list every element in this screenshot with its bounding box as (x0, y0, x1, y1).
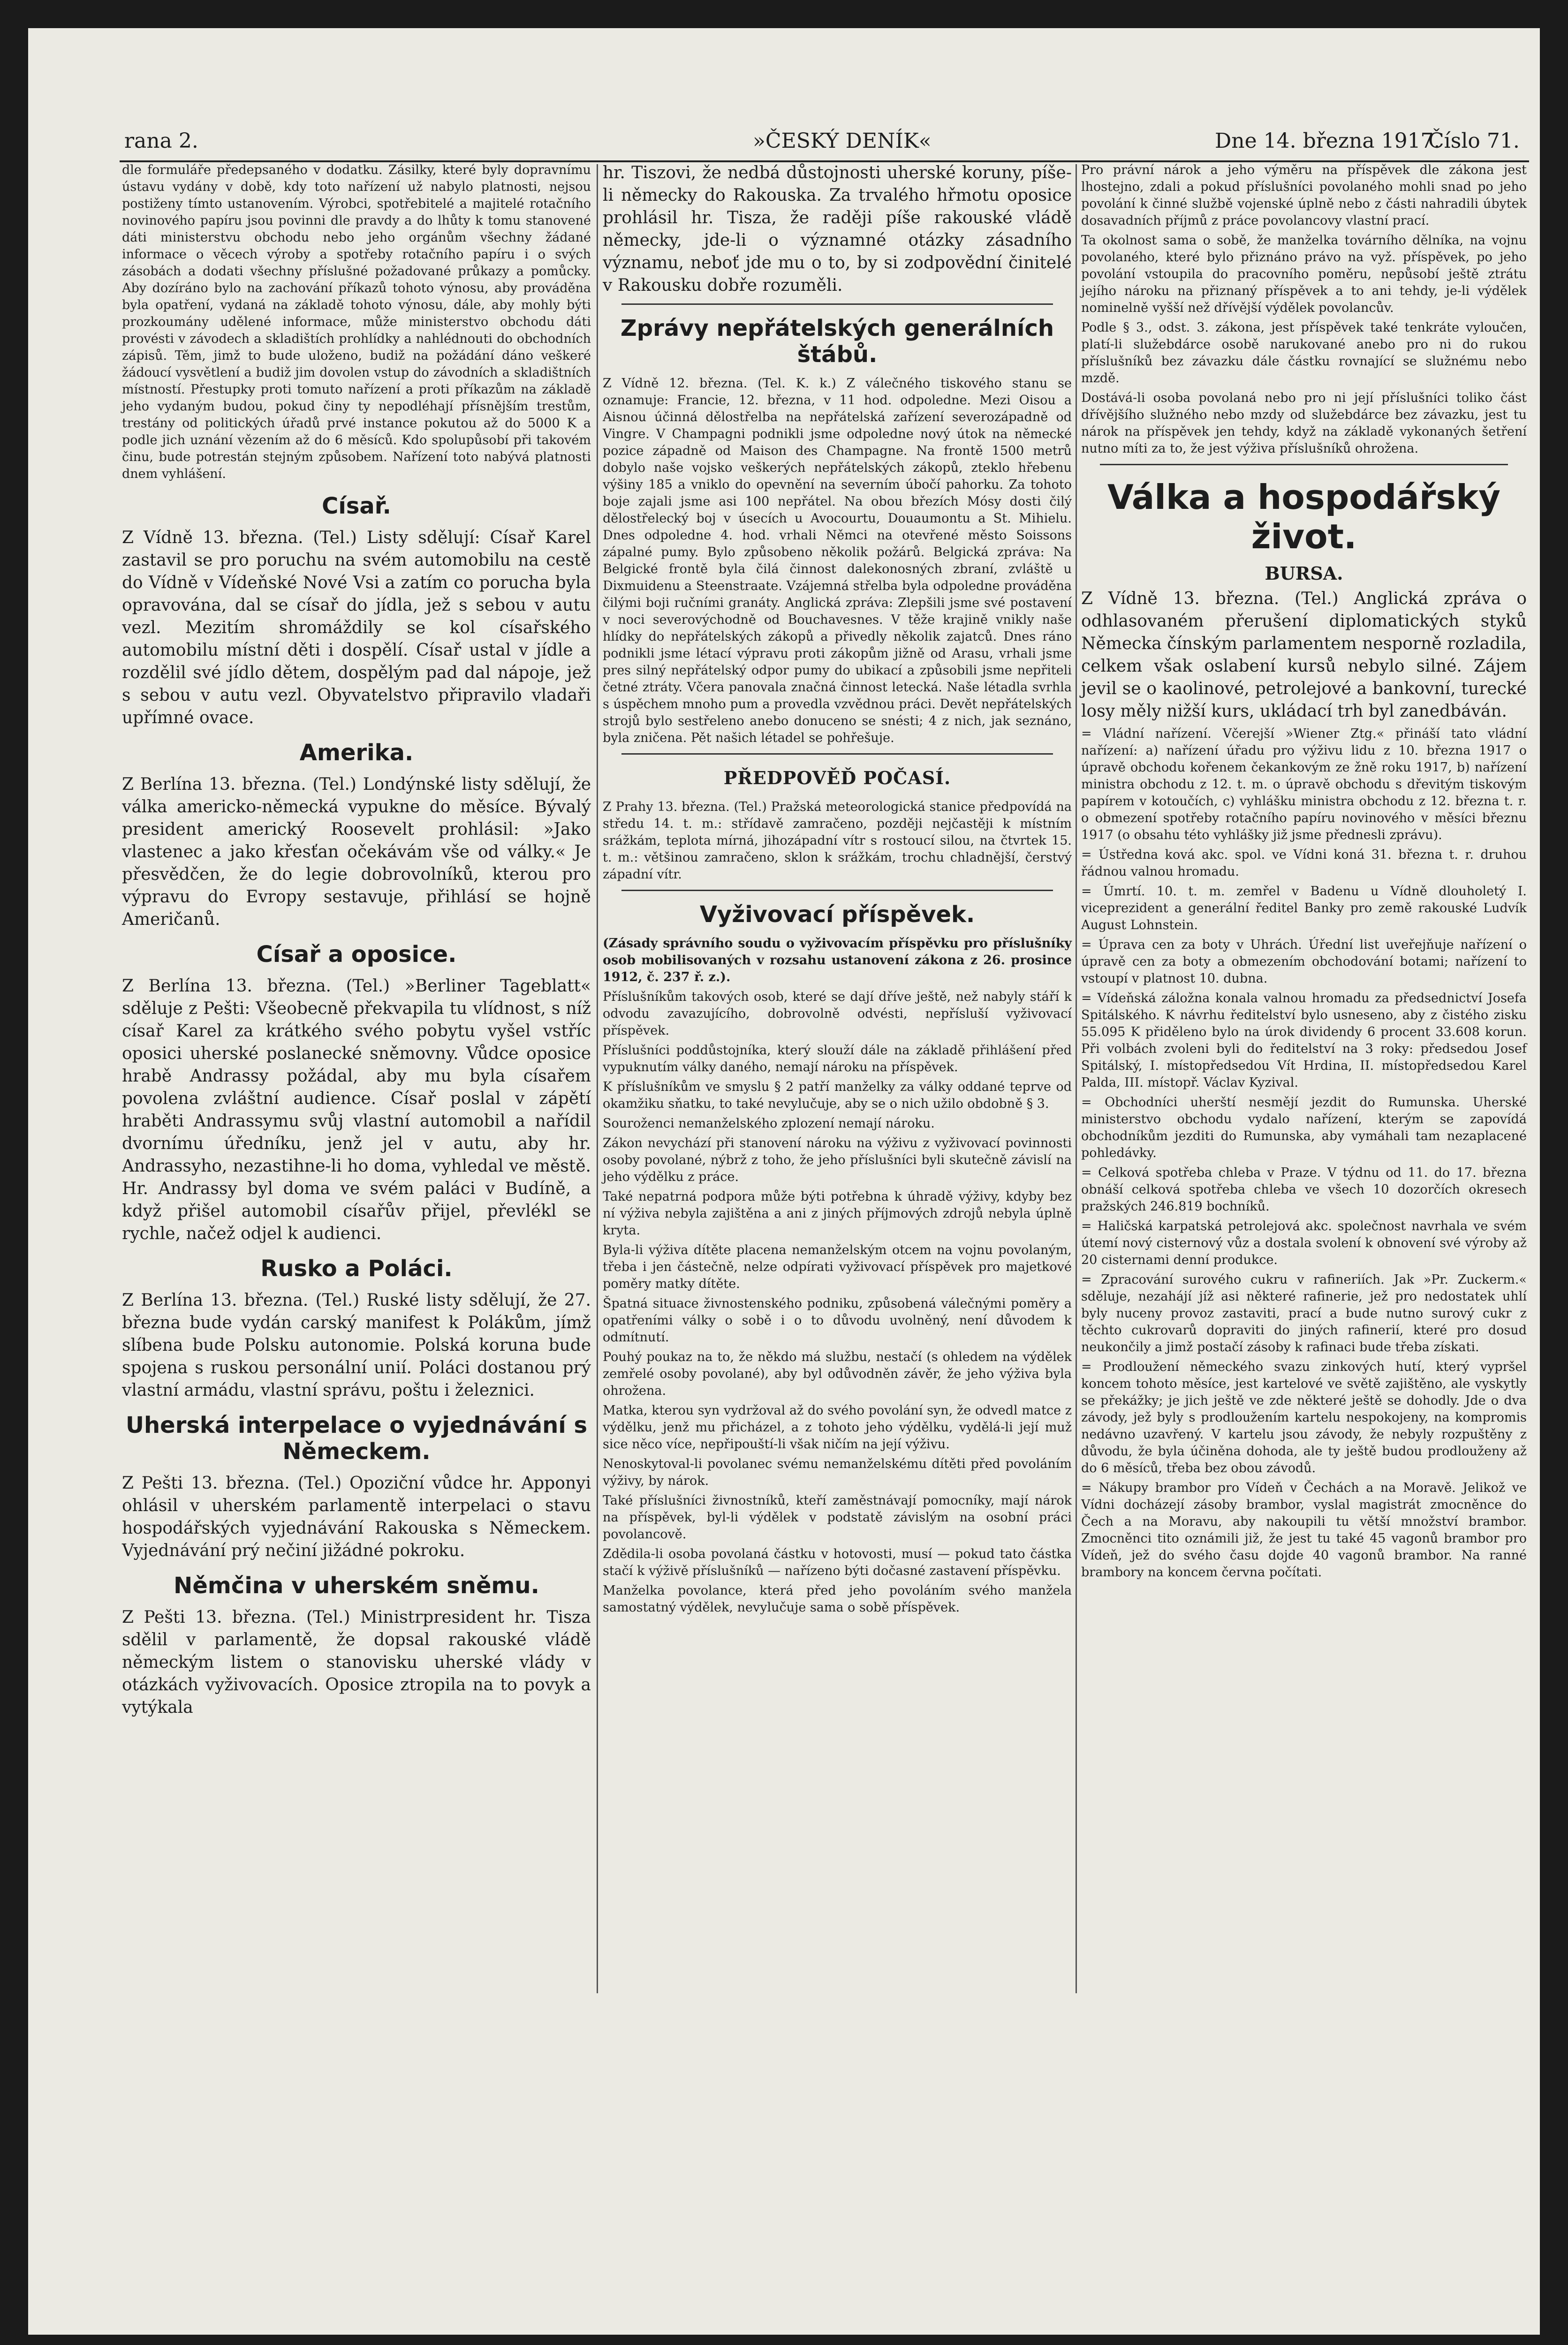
news-item: = Nákupy brambor pro Vídeň v Čechách a na Moravě. Jelikož ve Vídni docházejí zásoby brambor, vyslal magistrát zmocněnce do Čech a na Moravu, aby nakoupili tu větší množství brambor. Zmocněnci tito oznámili již, že jest tu také 45 vagonů brambor pro Vídeň, jež do svého času dojde 40 vagonů brambor. Na ranné brambory na koncem června počítati. (1081, 1481, 1527, 1580)
section-rule (621, 753, 1053, 755)
article-paragraph: Pro právní nárok a jeho výměru na příspěvek dle zákona jest lhostejno, zdali a pokud příslušníci povolaného mohli snad po jeho povolání k činné službě vojenské úplně nebo z části nahradili úbytek dosavadních příjmů z práce povolancovy vlastní prací. (1081, 163, 1527, 228)
article-paragraph: Nenoskytoval-li povolanec svému nemanželskému dítěti před povoláním výživy, by nárok. (603, 1457, 1072, 1488)
article-paragraph: Byla-li výživa dítěte placena nemanželským otcem na vojnu povolaným, třeba i jen částečně, nelze odpírati vyživovací příspěvek pro majetkové poměry matky dítěte. (603, 1243, 1072, 1291)
column-3 (1081, 162, 1527, 1584)
news-item: = Ústředna ková akc. spol. ve Vídni koná 31. března t. r. druhou řádnou valnou hromadu. (1081, 847, 1527, 879)
masthead: »ČESKÝ DENÍK« (753, 129, 932, 153)
headline: Uherská interpelace o vyjednávání s Německem. (125, 1412, 588, 1465)
article-paragraph: Příslušníci poddůstojníka, který slouží dále na základě přihlášení před vypuknutím války daného, nemají nároku na příspěvek. (603, 1043, 1072, 1074)
headline: PŘEDPOVĚĎ POČASÍ. (723, 767, 951, 788)
issue-number: Číslo 71. (1428, 129, 1520, 153)
news-item: = Úprava cen za boty v Uhrách. Úřední list uveřejňuje nařízení o úpravě cen za boty a obmezením obchodování botami; nařízení to vstoupí v platnost 10. dubna. (1081, 938, 1527, 986)
headline: Vyživovací příspěvek. (699, 901, 975, 928)
news-item: = Haličská karpatská petrolejová akc. společnost navrhala ve svém útemí nový cisternový vůz a dostala svolení k obnovení své výroby až 20 cisternami denní produkce. (1081, 1219, 1527, 1267)
article-paragraph: Z Vídně 13. března. (Tel.) Listy sdělují: Císař Karel zastavil se pro poruchu na svém automobilu na cestě do Vídně v Vídeňské Nové Vsi a zatím co porucha byla opravována, dal se císař do jídla, jež s sebou v autu vezl. Mezitím shromáždily se kol císařského automobilu místní děti i dospělí. Císař ustal v jídle a rozdělil své jídlo dětem, dospělým pad dal nápoje, jež s sebou v autu vezl. Obyvatelstvo připravilo vladaři upřímné ovace. (122, 528, 591, 727)
column-divider (597, 164, 598, 1993)
news-item: = Obchodníci uherští nesmějí jezdit do Rumunska. Uherské ministerstvo obchodu vydalo nařízení, kterým se zapovídá obchodníkům jezditi do Rumunska, aby vymáhali tam nezaplacené pohledávky. (1081, 1095, 1527, 1160)
article-paragraph: Z Prahy 13. března. (Tel.) Pražská meteorologická stanice předpovídá na středu 14. t. m.: střídavě zamračeno, později nejčastěji k místním srážkám, teplota mírná, jihozápadní vítr s rostoucí silou, na čtvrtek 15. t. m.: většinou zamračeno, sklon k srážkám, trochu chladnější, čerstvý západní vítr. (603, 800, 1072, 882)
section-rule (1100, 464, 1508, 465)
issue-date: Dne 14. března 1917. (1215, 129, 1440, 153)
article-paragraph: Podle § 3., odst. 3. zákona, jest příspěvek také tenkráte vyloučen, platí-li služebdárce osobě narukované anebo pro ni do rukou příslušníků bez závazku dále částku rovnající se služnému nebo mzdě. (1081, 320, 1527, 386)
article-paragraph: (Zásady správního soudu o vyživovacím příspěvku pro příslušníky osob mobilisovaných v rozsahu ustanovení zákona z 26. prosince 1912, č. 237 ř. z.). (603, 936, 1072, 984)
article-paragraph: Souroženci nemanželského zplození nemají nároku. (603, 1116, 935, 1131)
article-paragraph: Dostává-li osoba povolaná nebo pro ni její příslušníci toliko část dřívějšího služného nebo mzdy od služebdárce bez závazku, jest tu nárok na příspěvek jen tehdy, když na základě vykonaných šetření nutno míti za to, že jest výživa příslušníků ohrožena. (1081, 391, 1527, 456)
headline: Císař a oposice. (256, 941, 457, 968)
article-paragraph: hr. Tiszovi, že nedbá důstojnosti uherské koruny, píše-li německy do Rakouska. Za trvalého hřmotu oposice prohlásil hr. Tisza, že raději píše rakouské vládě německy, jde-li o významné otázky zásadního významu, neboť jde mu o to, by si zodpovědní činitelé v Rakousku dobře rozuměli. (603, 163, 1072, 295)
section-headline: Válka a hospodářský život. (1107, 477, 1501, 556)
article-paragraph: Příslušníkům takových osob, které se dají dříve ještě, než nabyly stáří k odvodu zavazujícího, dobrovolně odvésti, nepřísluší vyživovací příspěvek. (603, 990, 1072, 1038)
article-paragraph: Z Berlína 13. března. (Tel.) Ruské listy sdělují, že 27. března bude vydán carský manifest k Polákům, jímž slíbena bude Polsku autonomie. Polská koruna bude spojena s ruskou personální unií. Poláci dostanou prý vlastní armádu, vlastní správu, poštu i železnici. (122, 1291, 591, 1400)
section-rule (621, 890, 1053, 891)
article-paragraph: Z Vídně 13. března. (Tel.) Anglická zpráva o odhlasovaném přerušení diplomatických styků Německa čínským parlamentem nesporně rozladila, celkem však oslabení kursů nebylo silné. Zájem jevil se o kaolinové, petrolejové a bankovní, turecké losy měly nižší kurs, ukládací trh byl zanedbáván. (1081, 589, 1527, 721)
article-paragraph: Matka, kterou syn vydržoval až do svého povolání syn, že odvedl matce z výdělku, jenž mu přicházel, a z tohoto jeho výdělku, vydělá-li její muž sice něco více, nepřipouští-li však ničím na její výživu. (603, 1403, 1072, 1452)
article-paragraph: Pouhý poukaz na to, že někdo má službu, nestačí (s ohledem na výdělek zemřelé osoby povolané), aby byl odůvodněn závěr, že jeho výživa byla ohrožena. (603, 1350, 1072, 1398)
news-item: = Zpracování surového cukru v rafineriích. Jak »Pr. Zuckerm.« sděluje, nezahájí jíž asi některé rafinerie, jež pro nedostatek uhlí byly nuceny provoz zastaviti, prací a bude nutno surový cukr z těchto cukrovarů dopraviti do jiných rafinerií, které pro dosud neukončily a jimž postačí zásoby k rafinaci bude třeba získati. (1081, 1272, 1527, 1354)
headline: Císař. (322, 493, 391, 519)
headline: Němčina v uherském sněmu. (174, 1573, 539, 1599)
article-paragraph: Z Berlína 13. března. (Tel.) Londýnské listy sdělují, že válka americko-německá vypukne do měsíce. Bývalý president americký Roosevelt prohlásil: »Jako vlastenec a jako křesťan očekávám vše od války.« Je přesvědčen, že do legie dobrovolníků, kterou pro výpravu do Evropy sestavuje, přihlásí se hojně Američanů. (122, 775, 591, 929)
article-paragraph: Špatná situace živnostenského podniku, způsobená válečnými poměry a opatřeními války o sobě i o to důvodu uvolněný, není důvodem k odmítnutí. (603, 1296, 1072, 1345)
news-item: = Celková spotřeba chleba v Praze. V týdnu od 11. do 17. března obnáší celková spotřeba chleba ve všech 10 dozorčích okresech pražských 246.819 bochníků. (1081, 1165, 1527, 1214)
newspaper-page (28, 28, 1540, 2335)
article-paragraph: Také příslušníci živnostníků, kteří zaměstnávají pomocníky, mají nárok na příspěvek, byl-li výdělek v podstatě závislým na osobní práci povolancově. (603, 1493, 1072, 1542)
headline: Amerika. (299, 740, 414, 766)
page-number: rana 2. (124, 129, 198, 153)
article-paragraph: Z Vídně 12. března. (Tel. K. k.) Z válečného tiskového stanu se oznamuje: Francie, 12. března, v 11 hod. odpoledne. Mezi Oisou a Aisnou účinná dělostřelba na nepřátelská zařízení severozápadně od Vingre. V Champagni podnikli jsme odpoledne nový útok na německé pozice západně od Maison des Champagne. Na frontě 1500 metrů dobylo naše vojsko veškerých nepřátelských zákopů, zteklo hřebenu výšiny 185 a vniklo do opevnění na severním úbočí pahorku. Za tohoto boje zajali jsme asi 100 nepřátel. Na obou březích Mósy dosti čilý dělostřelecký boj v úsecích u Avocourtu, Douaumontu a St. Mihielu. Dnes odpoledne 4. hod. vrhali Němci na otevřené město Soissons zápalné pumy. Bylo způsobeno několik požárů. Belgická zpráva: Na Belgické frontě byla čilá činnost dalekonosných zbraní, zvláště u Dixmuidenu a Steenstraate. Vzájemná střelba byla odpoledne prováděna čilými boji ručními granáty. Anglická zpráva: Zlepšili jsme své postavení v noci severovýchodně od Bouchavesnes. V těže krajině vnikly naše hlídky do nepřátelských zákopů a přivedly několik zajatců. Dnes ráno podnikli jsme létací výpravu proti zákopům jižně od Arasu, vrhali jsme pres silný nepřátelský odpor pumy do ubikací a způsobili jsme nepřiteli četné ztráty. Včera panovala značná činnost letecká. Naše létadla svrhla s úspěchem mnoho pum a provedla vzvědnou práci. Devět nepřátelských strojů bylo sestřeleno anebo donuceno se snésti; 4 z nich, jak seznáno, byla zničena. Pět našich létadel se pohřešuje. (603, 376, 1072, 745)
column-divider (1076, 164, 1077, 1993)
article-paragraph: dle formuláře předepsaného v dodatku. Zásilky, které byly dopravnímu ústavu vydány v době, kdy toto nařízení už nabylo platnosti, nejsou postiženy tímto ustanovením. Výrobci, spotřebitelé a majitelé rotačního novinového papíru jsou povinni dle pravdy a do lhůty k tomu stanovené dáti ministerstvu obchodu nebo jeho orgánům všechny žádané informace o věcech výroby a spotřeby rotačního papíru i o svých zásobách a dodati všechny příslušné požadované průkazy a pomůcky. Aby dozíráno bylo na zachování příkazů tohoto výnosu, aby prováděna byla opatření, vydaná na základě tohoto výnosu, dále, aby mohly býti prozkoumány udělené informace, může ministerstvo obchodu dáti provésti v závodech a skladištích prohlídky a nahlédnouti do obchodních zápisů. Těm, jimž to bude uloženo, budiž na požádání dáno veškeré žádoucí vysvětlení a budiž jim dovolen vstup do závodních a skladištních místností. Přestupky proti tomuto nařízení a proti příkazům na základě jeho vydaným budou, pokud činy ty nepodléhají přísnějším trestům, trestány od politických úřadů prvé instance pokutou až do 5000 K a podle jich uznání vězením až do 6 měsíců. Kdo spolupůsobí při takovém činu, bude potrestán stejným způsobem. Nařízení toto nabývá platnosti dnem vyhlášení. (122, 163, 591, 481)
article-paragraph: Z Pešti 13. března. (Tel.) Opoziční vůdce hr. Apponyi ohlásil v uherském parlamentě interpelaci o stavu hospodářských vyjednávání Rakouska s Německem. Vyjednávání prý nečiní jižádné pokroku. (122, 1474, 591, 1560)
subheading: BURSA. (1265, 563, 1343, 584)
article-paragraph: K příslušníkům ve smyslu § 2 patří manželky za války oddané teprve od okamžiku sňatku, to také nevylučuje, aby se o nich užilo obdobně § 3. (603, 1080, 1072, 1111)
news-item: = Úmrtí. 10. t. m. zemřel v Badenu u Vídně dlouholetý I. viceprezident a generální ředitel Banky pro země rakouské Ludvík August Lohnstein. (1081, 884, 1527, 932)
article-paragraph: Z Berlína 13. března. (Tel.) »Berliner Tageblatt« sděluje z Pešti: Všeobecně překvapila tu vlídnost, s níž císař Karel za krátkého svého pobytu vyšel vstříc oposici uherské poslanecké sněmovny. Vůdce oposice hrabě Andrassy požádal, aby mu byla císařem povolena zvláštní audience. Císař poslal v zápětí hraběti Andrassymu svůj vlastní automobil a nařídil dvornímu úředníku, jenž jel v autu, aby hr. Andrassyho, nezastihne-li ho doma, vyhledal ve městě. Hr. Andrassy byl doma ve svém paláci v Budíně, a když přišel automobil císařův přijel, převlékl se rychle, načež odjel k audienci. (122, 976, 591, 1243)
article-paragraph: Z Pešti 13. března. (Tel.) Ministrpresident hr. Tisza sdělil v parlamentě, že dopsal rakouské vládě německým listem o stanovisku uherské vlády v otázkách vyživovacích. Oposice ztropila na to povyk a vytýkala (122, 1608, 591, 1717)
article-paragraph: Zdědila-li osoba povolaná částku v hotovosti, musí — pokud tato částka stačí k výživě příslušníků — nařízeno býti dočasné zastavení příspěvku. (603, 1547, 1072, 1578)
section-rule (621, 303, 1053, 305)
article-paragraph: Manželka povolance, která před jeho povoláním svého manžela samostatný výdělek, nevylučuje sama o sobě příspěvek. (603, 1583, 1072, 1615)
column-1 (122, 162, 591, 1722)
news-item: = Prodloužení německého svazu zinkových hutí, který vypršel koncem tohoto měsíce, jest kartelové ve světě zajištěno, ale vyskytly se překážky; je jich ještě ve zde některé ještě se dohodly. Jde o dva závody, jež byly s prodloužením kartelu nespokojeny, na kompromis nedávno uzavřený. V kartelu jsou závody, že nebyly rozpuštěny z důvodu, že byla účiněna dohoda, ale ty ještě budou prodlouženy až do 6 měsíců, třeba bez obou závodů. (1081, 1360, 1527, 1475)
article-paragraph: Také nepatrná podpora může býti potřebna k úhradě výživy, kdyby bez ní výživa nebyla zajištěna a ani z jiných příjmových zdrojů nebyla úplně kryta. (603, 1189, 1072, 1238)
headline: Zprávy nepřátelských generálních štábů. (620, 315, 1054, 368)
headline: Rusko a Poláci. (260, 1256, 453, 1282)
article-paragraph: Zákon nevychází při stanovení nároku na výživu z vyživovací povinnosti osoby povolané, nýbrž z toho, že jeho příslušníci byli skutečně závislí na jeho výdělku z práce. (603, 1136, 1072, 1184)
news-item: = Vídeňská záložna konala valnou hromadu za předsednictví Josefa Spitálského. K návrhu ředitelství bylo usneseno, aby z čistého zisku 55.095 K přiděleno bylo na úrok dividendy 6 procent 33.608 korun. Při volbách zvoleni byli do ředitelství na 3 roky: předsedou Josef Spitálský, I. místopředsedou Vít Hrdina, II. místopředsedou Karel Palda, III. místopř. Václav Kyzival. (1081, 991, 1527, 1090)
news-item: = Vládní nařízení. Včerejší »Wiener Ztg.« přináší tato vládní nařízení: a) nařízení úřadu pro výživu lidu z 10. března 1917 o úpravě obchodu kořenem čekankovým ze žně roku 1917, b) nařízení ministra obchodu z 12. t. m. o úpravě obchodu s dřevitým tiskovým papírem v kotoučích, c) vyhlášku ministra obchodu z 12. března t. r. o obmezení spotřeby rotačního papíru novinového v měsíci březnu 1917 (o obsahu této vyhlášky již jsme přednesli zprávu). (1081, 726, 1527, 842)
column-2 (603, 162, 1072, 1619)
article-paragraph: Ta okolnost sama o sobě, že manželka továrního dělníka, na vojnu povolaného, které bylo přiznáno právo na vyž. příspěvek, po jeho povolání vstoupila do pracovního poměru, nepůsobí ještě ztrátu jejího nároku na přiznaný příspěvek a to ani tehdy, je-li výdělek nominelně vyšší než dřívější výdělek povolancův. (1081, 233, 1527, 315)
